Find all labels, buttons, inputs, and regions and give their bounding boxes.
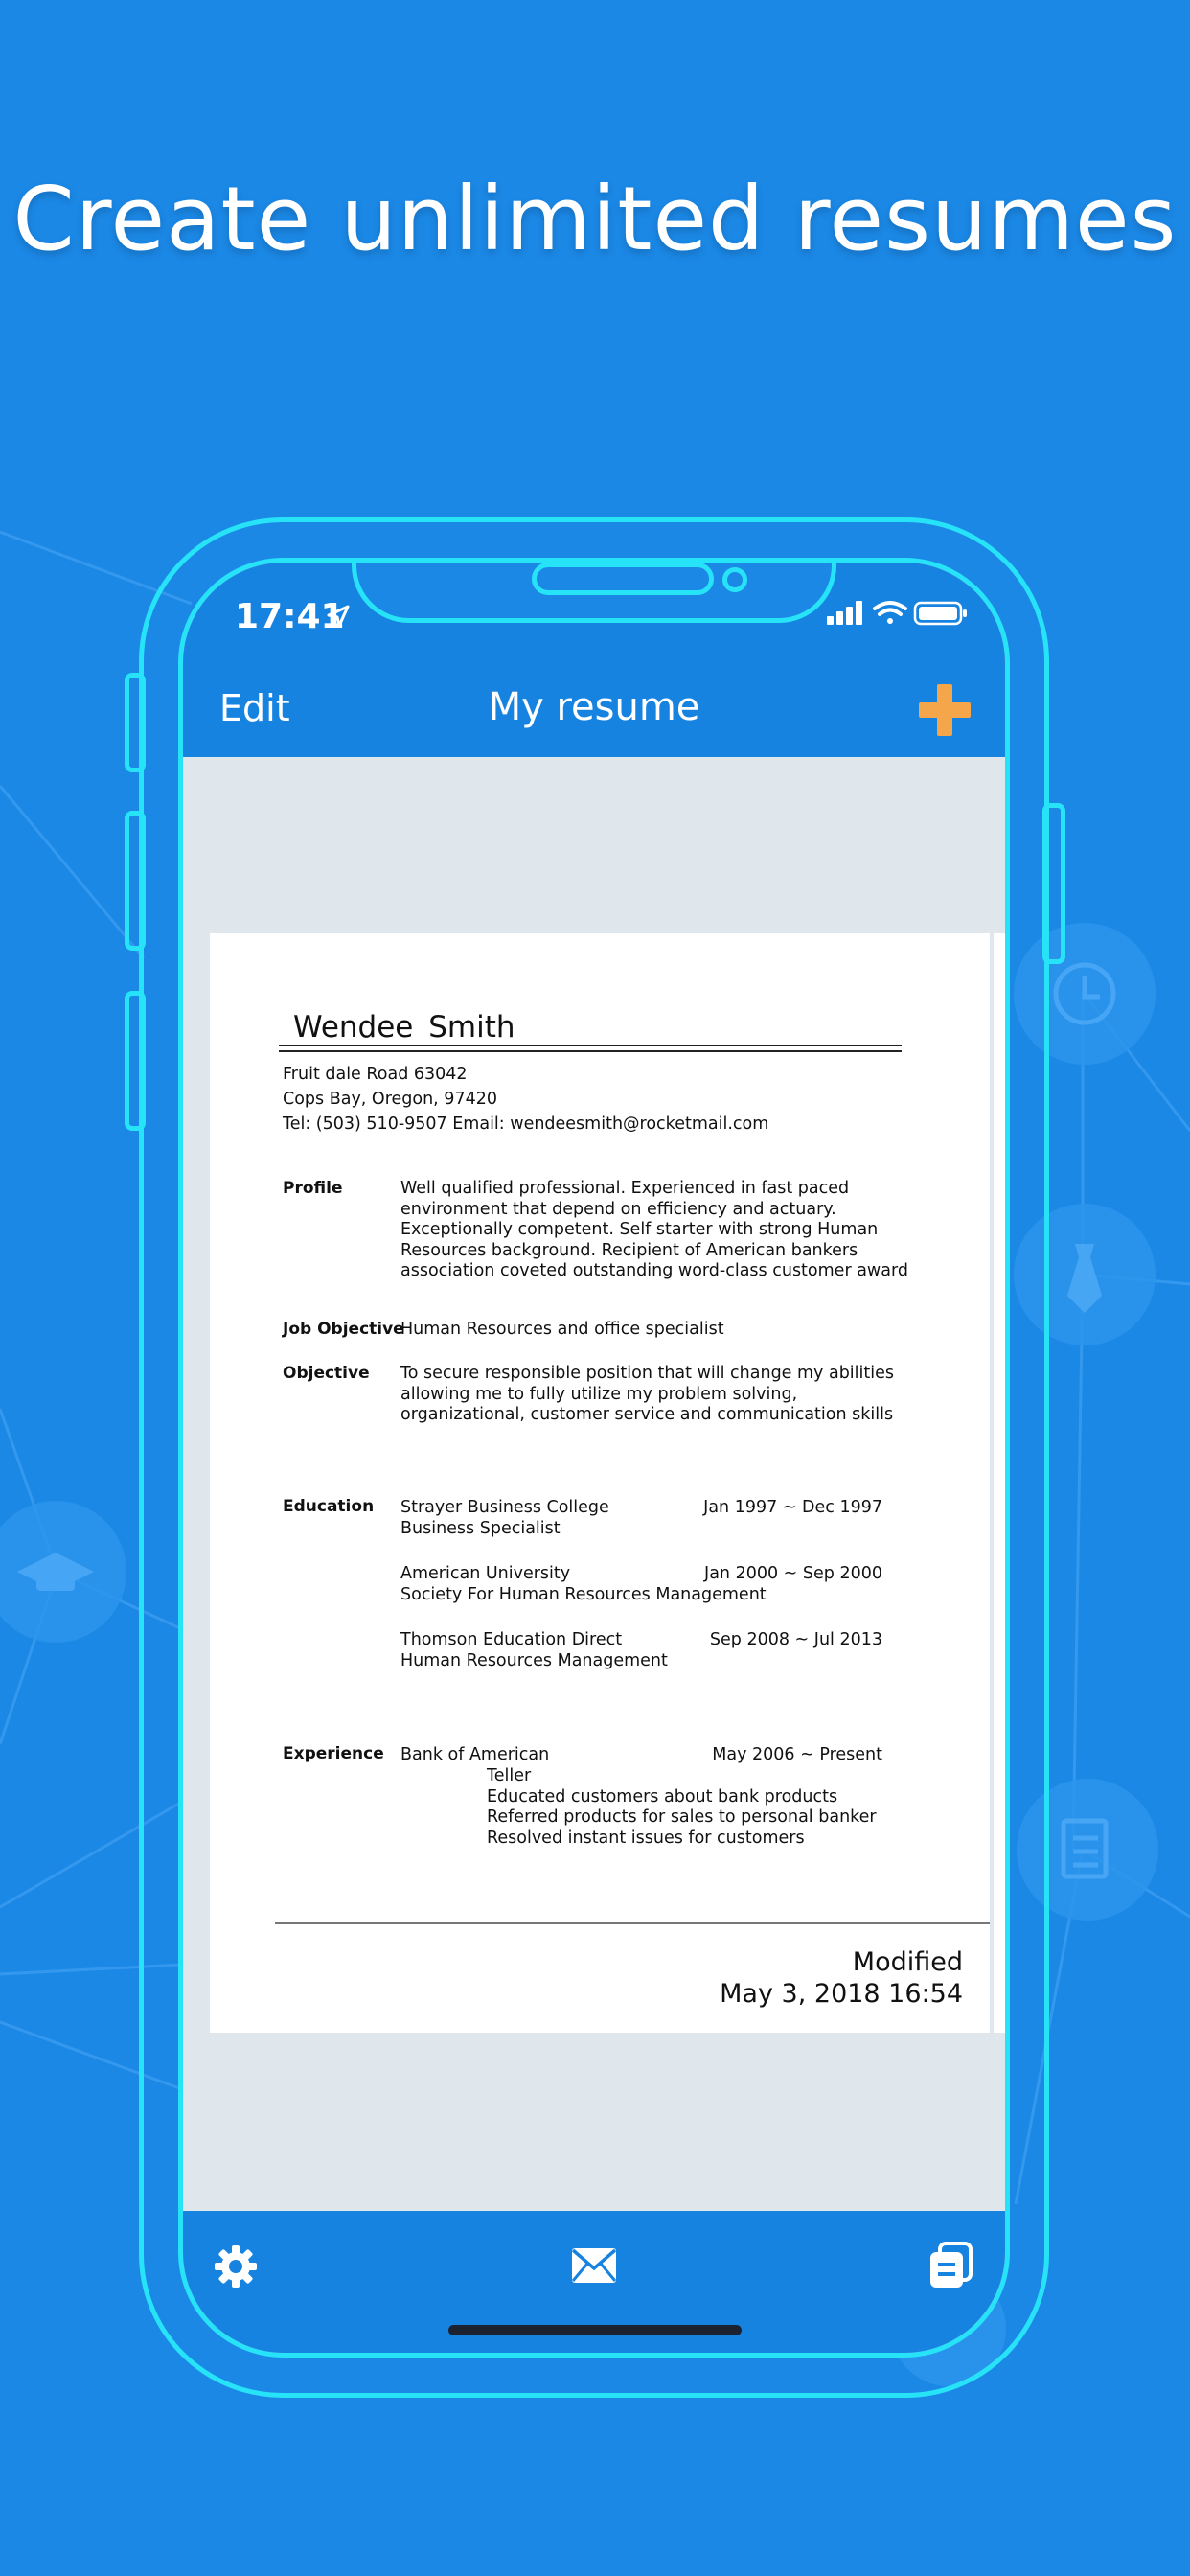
location-arrow-icon [327, 605, 350, 628]
status-time: 17:41 [235, 597, 345, 636]
mute-switch [125, 673, 146, 772]
page-title: My resume [488, 685, 700, 729]
experience-dates: May 2006 ~ Present [712, 1745, 882, 1764]
profile-text: Well qualified professional. Experienced in fast paced environment that depend on efficiency and actuary. Exceptionally competent. Self starter with strong Human Resources background. Recipient of American bankers association coveted outstanding word-class customer award [400, 1179, 908, 1280]
status-indicators [827, 599, 971, 628]
address-line-1: Fruit dale Road 63042 [283, 1065, 468, 1084]
education-dates: Sep 2008 ~ Jul 2013 [709, 1630, 882, 1649]
modified-info [720, 1946, 963, 2010]
education-school: Thomson Education Direct [400, 1630, 623, 1649]
app-screen [183, 563, 1005, 2353]
education-program: Business Specialist [400, 1519, 561, 1538]
job-objective-label: Job Objective [283, 1320, 404, 1339]
name-divider-second [279, 1050, 902, 1052]
education-program: Human Resources Management [400, 1651, 668, 1670]
job-objective-text: Human Resources and office specialist [400, 1320, 724, 1339]
headline: Create unlimited resumes [12, 168, 1178, 270]
volume-down-button [125, 991, 146, 1131]
experience-label: Experience [283, 1744, 384, 1763]
education-label: Education [283, 1497, 375, 1516]
front-camera [722, 567, 747, 592]
objective-text: To secure responsible position that will change my abilities allowing me to fully utilize my problem solving, organizational, customer service and communication skills [400, 1364, 895, 1424]
envelope-icon[interactable] [570, 2246, 618, 2285]
wifi-icon [875, 603, 905, 624]
objective-label: Objective [283, 1364, 370, 1383]
education-school: Strayer Business College [400, 1498, 609, 1517]
edit-button[interactable]: Edit [219, 687, 290, 729]
modified-date: May 3, 2018 16:54 [720, 1979, 963, 2009]
home-indicator[interactable] [448, 2325, 742, 2335]
education-dates: Jan 1997 ~ Dec 1997 [703, 1498, 882, 1517]
profile-label: Profile [283, 1179, 343, 1198]
name-divider [279, 1045, 902, 1046]
footer-divider [275, 1922, 990, 1924]
experience-company: Bank of American [400, 1745, 550, 1764]
speaker-grille [532, 563, 714, 595]
documents-icon[interactable] [928, 2242, 974, 2289]
power-button [1042, 803, 1065, 964]
resume-name: Wendee Smith [293, 1010, 515, 1045]
gear-icon[interactable] [214, 2244, 258, 2288]
address-line-2: Cops Bay, Oregon, 97420 [283, 1090, 497, 1109]
education-school: American University [400, 1564, 571, 1583]
education-program: Society For Human Resources Management [400, 1585, 767, 1604]
contact-line: Tel: (503) 510-9507 Email: wendeesmith@rocketmail.com [283, 1115, 769, 1134]
modified-label: Modified [852, 1947, 963, 1977]
experience-details: Teller Educated customers about bank products Referred products for sales to personal banker Resolved instant issues for customers [487, 1766, 877, 1848]
signal-icon [827, 601, 862, 625]
add-resume-button[interactable] [919, 684, 971, 736]
education-dates: Jan 2000 ~ Sep 2000 [704, 1564, 882, 1583]
resume-preview[interactable] [210, 933, 990, 2033]
volume-up-button [125, 811, 146, 951]
battery-icon [915, 603, 967, 624]
next-resume-edge[interactable] [994, 933, 1005, 2033]
